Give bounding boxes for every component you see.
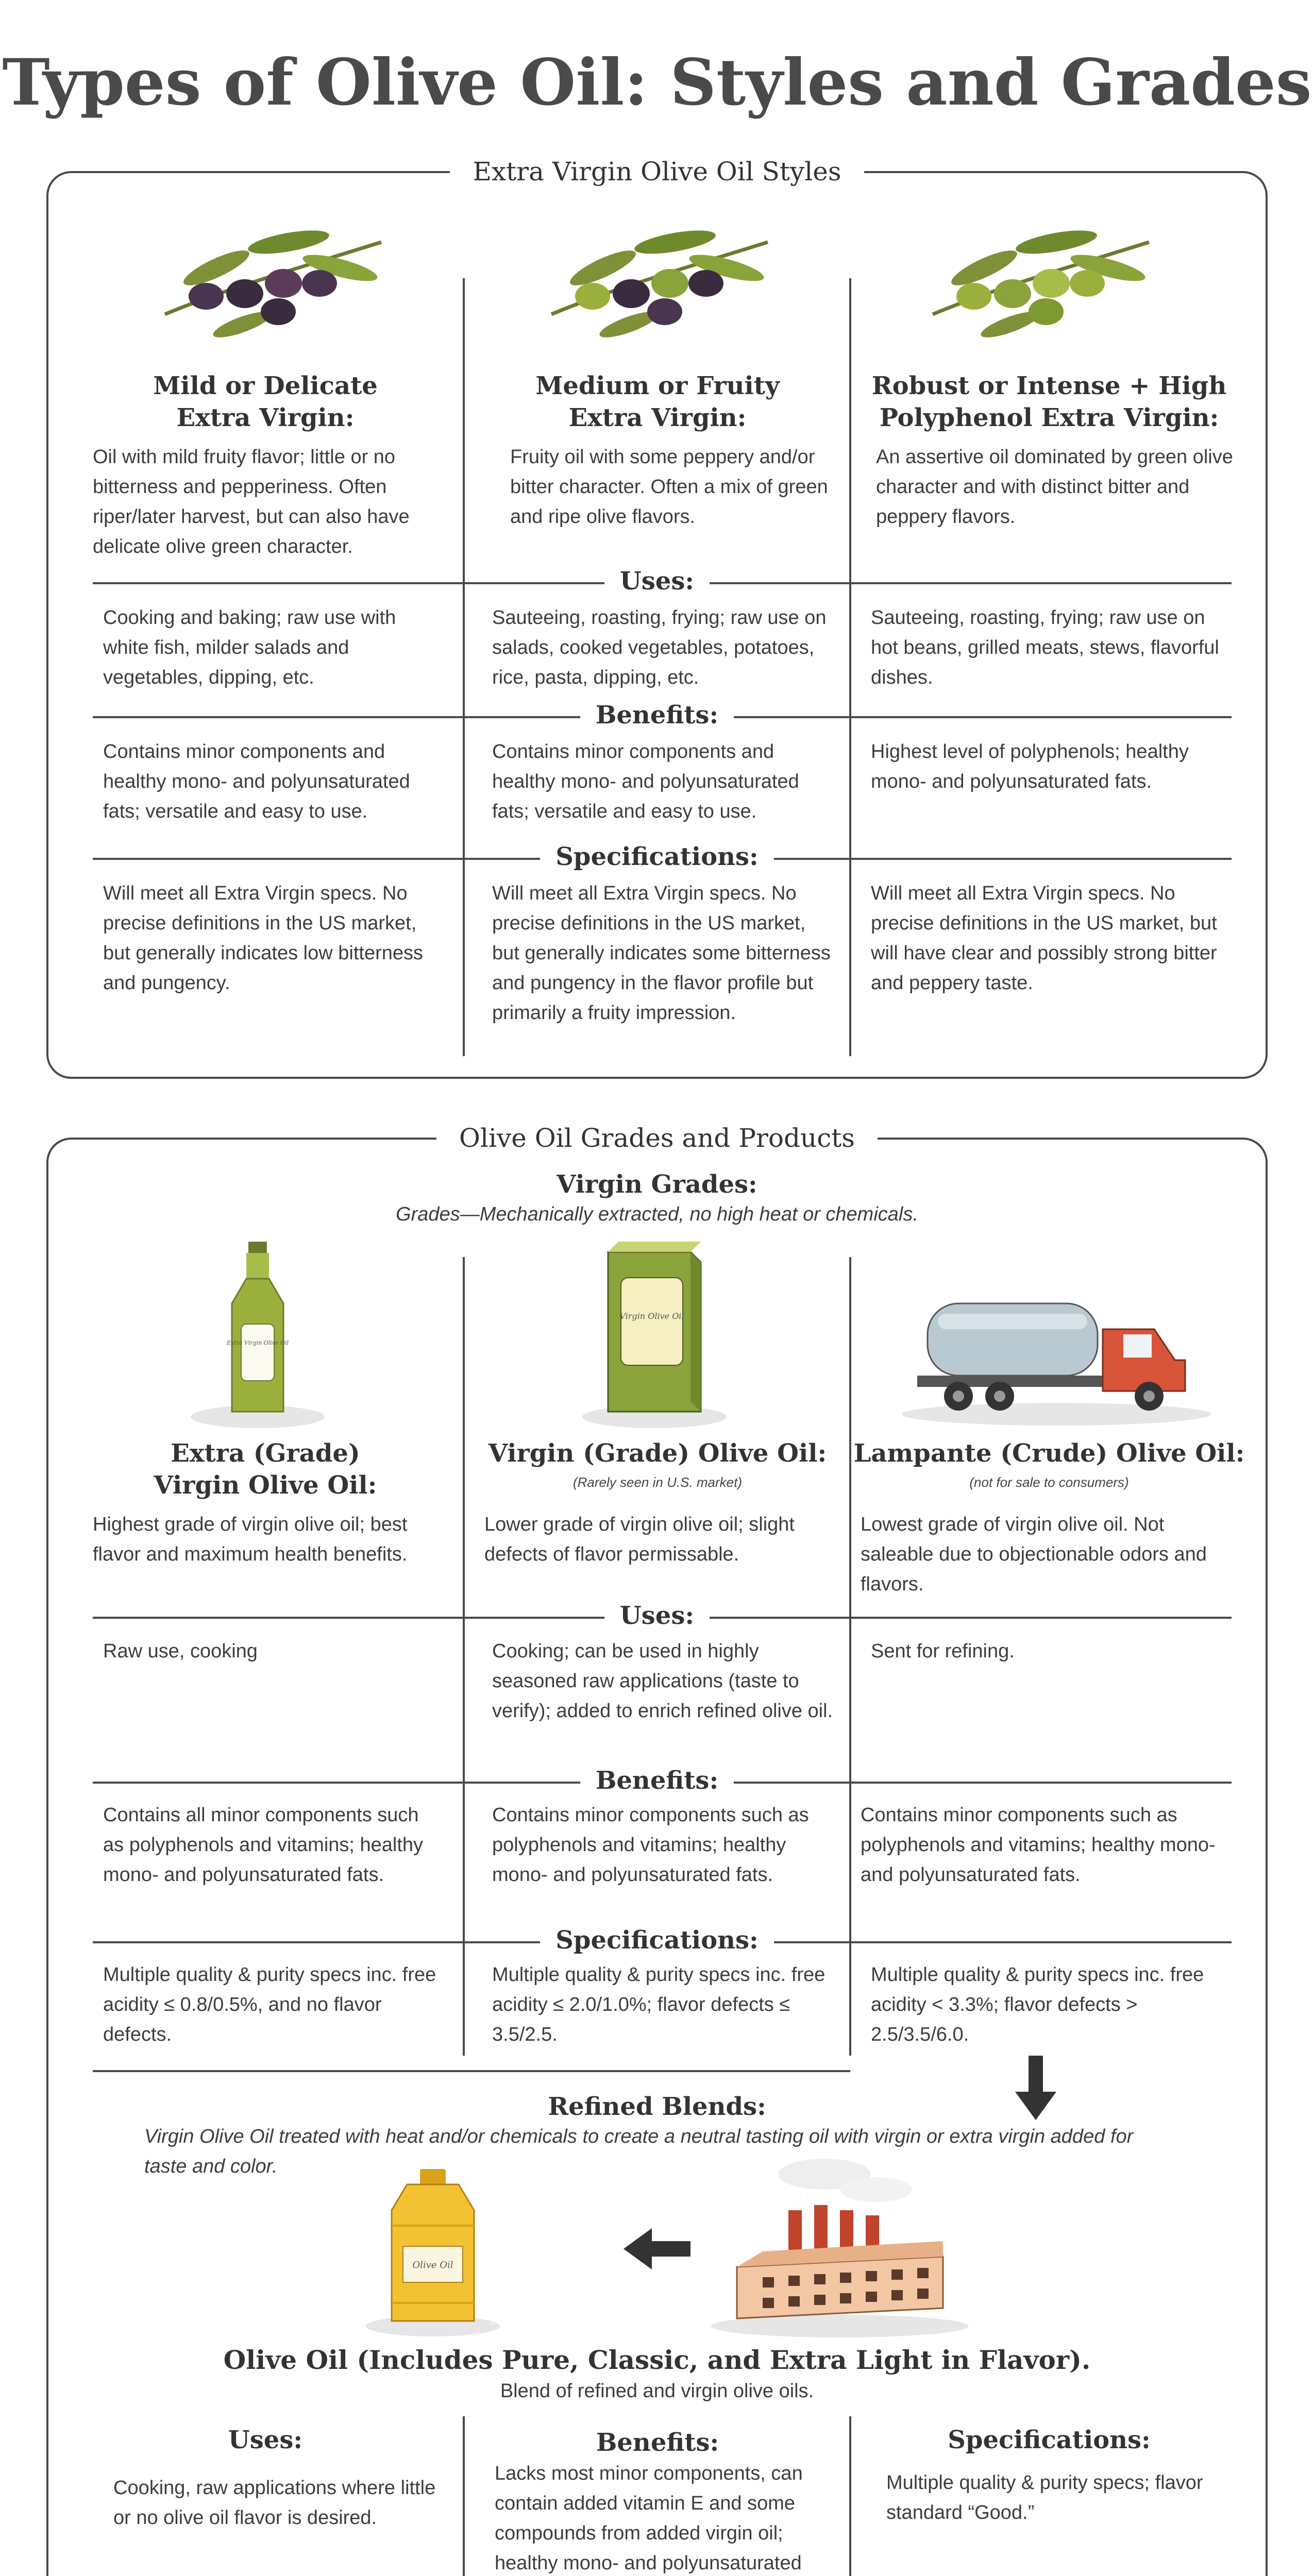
specs-text: Will meet all Extra Virgin specs. No precise definitions in the US market, but generally indicates low bitterness and pungency.: [103, 883, 424, 994]
olive-oil-heading: Olive Oil (Includes Pure, Classic, and Extra Light in Flavor).: [223, 2345, 1091, 2375]
column-divider: [849, 2416, 851, 2576]
grade-name: Extra (Grade) Virgin Olive Oil:: [154, 1439, 377, 1500]
refined-blends-heading: Refined Blends:: [548, 2092, 766, 2121]
benefits-text: Lacks most minor components, can contain added vitamin E and some compounds from added virgin oil; healthy mono- and polyunsaturated: [495, 2463, 803, 2574]
uses-text: Sauteeing, roasting, frying; raw use on hot beans, grilled meats, stews, flavorful dishes.: [871, 607, 1219, 688]
benefits-label: Benefits:: [580, 701, 734, 730]
virgin-grades-subtitle: Grades—Mechanically extracted, no high heat or chemicals.: [396, 1204, 918, 1225]
style-description: An assertive oil dominated by green olive character and with distinct bitter and peppery flavors.: [876, 446, 1233, 528]
grade-name: Lampante (Crude) Olive Oil:: [853, 1439, 1245, 1468]
olive-oil-box-icon: [577, 1242, 732, 1432]
grade-description: Lower grade of virgin olive oil; slight defects of flavor permissable.: [484, 1514, 795, 1565]
style-name: Medium or Fruity Extra Virgin:: [535, 371, 780, 432]
specs-text: Multiple quality & purity specs inc. free acidity ≤ 0.8/0.5%, and no flavor defects.: [103, 1964, 436, 2045]
uses-text: Cooking; can be used in highly seasoned raw applications (taste to verify); added to enrich refined olive oil.: [492, 1640, 833, 1722]
tanker-truck-icon: [897, 1283, 1216, 1427]
specifications-label: Specifications:: [540, 842, 774, 871]
uses-text: Cooking and baking; raw use with white fish, milder salads and vegetables, dipping, etc.: [103, 607, 396, 688]
benefits-text: Contains minor components and healthy mono- and polyunsaturated fats; versatile and easy to use.: [103, 741, 410, 822]
olive-oil-jug-icon: [361, 2169, 505, 2339]
uses-label: Uses:: [604, 1601, 710, 1630]
style-description: Oil with mild fruity flavor; little or no bitterness and pepperiness. Often riper/later harvest, but can also have delicate olive green character.: [93, 446, 410, 557]
grade-note: (not for sale to consumers): [969, 1475, 1129, 1490]
benefits-text: Contains minor components such as polyphenols and vitamins; healthy mono- and polyunsaturated fats.: [861, 1804, 1216, 1886]
uses-text: Raw use, cooking: [103, 1640, 258, 1662]
column-divider: [463, 2416, 465, 2576]
benefits-text: Contains minor components such as polyphenols and vitamins; healthy mono- and polyunsaturated fats.: [492, 1804, 809, 1886]
benefits-text: Highest level of polyphenols; healthy mono- and polyunsaturated fats.: [871, 741, 1189, 792]
bottle-label-text: Extra Virgin Olive Oil: [227, 1340, 289, 1346]
style-name: Robust or Intense + High Polyphenol Extra Virgin:: [871, 371, 1227, 432]
uses-text: Sauteeing, roasting, frying; raw use on salads, cooked vegetables, potatoes, rice, pasta, dipping, etc.: [492, 607, 827, 688]
style-name: Mild or Delicate Extra Virgin:: [153, 371, 378, 432]
benefits-text: Contains all minor components such as polyphenols and vitamins; healthy mono- and polyunsaturated fats.: [103, 1804, 424, 1886]
specs-text: Multiple quality & purity specs; flavor standard “Good.”: [886, 2472, 1203, 2523]
refinery-factory-icon: [706, 2154, 974, 2339]
benefits-label: Benefits:: [580, 1766, 734, 1795]
grade-description: Highest grade of virgin olive oil; best flavor and maximum health benefits.: [93, 1514, 408, 1565]
specs-text: Multiple quality & purity specs inc. free acidity < 3.3%; flavor defects > 2.5/3.5/6.0.: [871, 1964, 1204, 2045]
panel-heading: Olive Oil Grades and Products: [436, 1123, 878, 1153]
grade-note: (Rarely seen in U.S. market): [573, 1475, 742, 1490]
left-arrow-icon: [624, 2228, 690, 2269]
uses-text: Sent for refining.: [871, 1640, 1015, 1662]
column-divider: [849, 278, 851, 1056]
refined-blends-subtitle: Virgin Olive Oil treated with heat and/or chemicals to create a neutral tasting oil with virgin or extra virgin added for taste and color.: [144, 2126, 1134, 2177]
page-title: Types of Olive Oil: Styles and Grades: [2, 45, 1312, 120]
olive-branch-green-icon: [922, 211, 1159, 345]
uses-text: Cooking, raw applications where little or no olive oil flavor is desired.: [113, 2477, 436, 2529]
panel-heading: Extra Virgin Olive Oil Styles: [450, 157, 864, 187]
specs-text: Multiple quality & purity specs inc. free acidity ≤ 2.0/1.0%; flavor defects ≤ 3.5/2.5.: [492, 1964, 826, 2045]
olive-branch-dark-icon: [155, 211, 392, 345]
olive-oil-subtitle: Blend of refined and virgin olive oils.: [500, 2380, 814, 2402]
benefits-text: Contains minor components and healthy mono- and polyunsaturated fats; versatile and easy to use.: [492, 741, 799, 822]
specifications-label: Specifications:: [540, 1926, 774, 1955]
uses-label: Uses:: [228, 2426, 303, 2454]
grade-name: Virgin (Grade) Olive Oil:: [488, 1439, 827, 1468]
virgin-grades-heading: Virgin Grades:: [557, 1170, 757, 1199]
olive-oil-bottle-icon: [186, 1242, 330, 1432]
olive-branch-mixed-icon: [541, 211, 778, 345]
jug-label-text: Olive Oil: [412, 2260, 453, 2270]
box-label-text: Virgin Olive Oil: [619, 1311, 684, 1321]
benefits-label: Benefits:: [596, 2428, 719, 2457]
specifications-label: Specifications:: [948, 2426, 1151, 2454]
specs-text: Will meet all Extra Virgin specs. No precise definitions in the US market, but will have clear and possibly strong bitter and peppery taste.: [871, 883, 1217, 994]
column-divider: [463, 278, 465, 1056]
specs-text: Will meet all Extra Virgin specs. No precise definitions in the US market, but generally indicates some bitterness and pungency in the flavor profile but primarily a fruity impression.: [492, 883, 831, 1024]
grade-description: Lowest grade of virgin olive oil. Not saleable due to objectionable odors and flavors.: [861, 1514, 1207, 1595]
uses-label: Uses:: [604, 567, 710, 596]
section-rule: [93, 2070, 850, 2072]
style-description: Fruity oil with some peppery and/or bitter character. Often a mix of green and ripe olive flavors.: [510, 446, 828, 528]
